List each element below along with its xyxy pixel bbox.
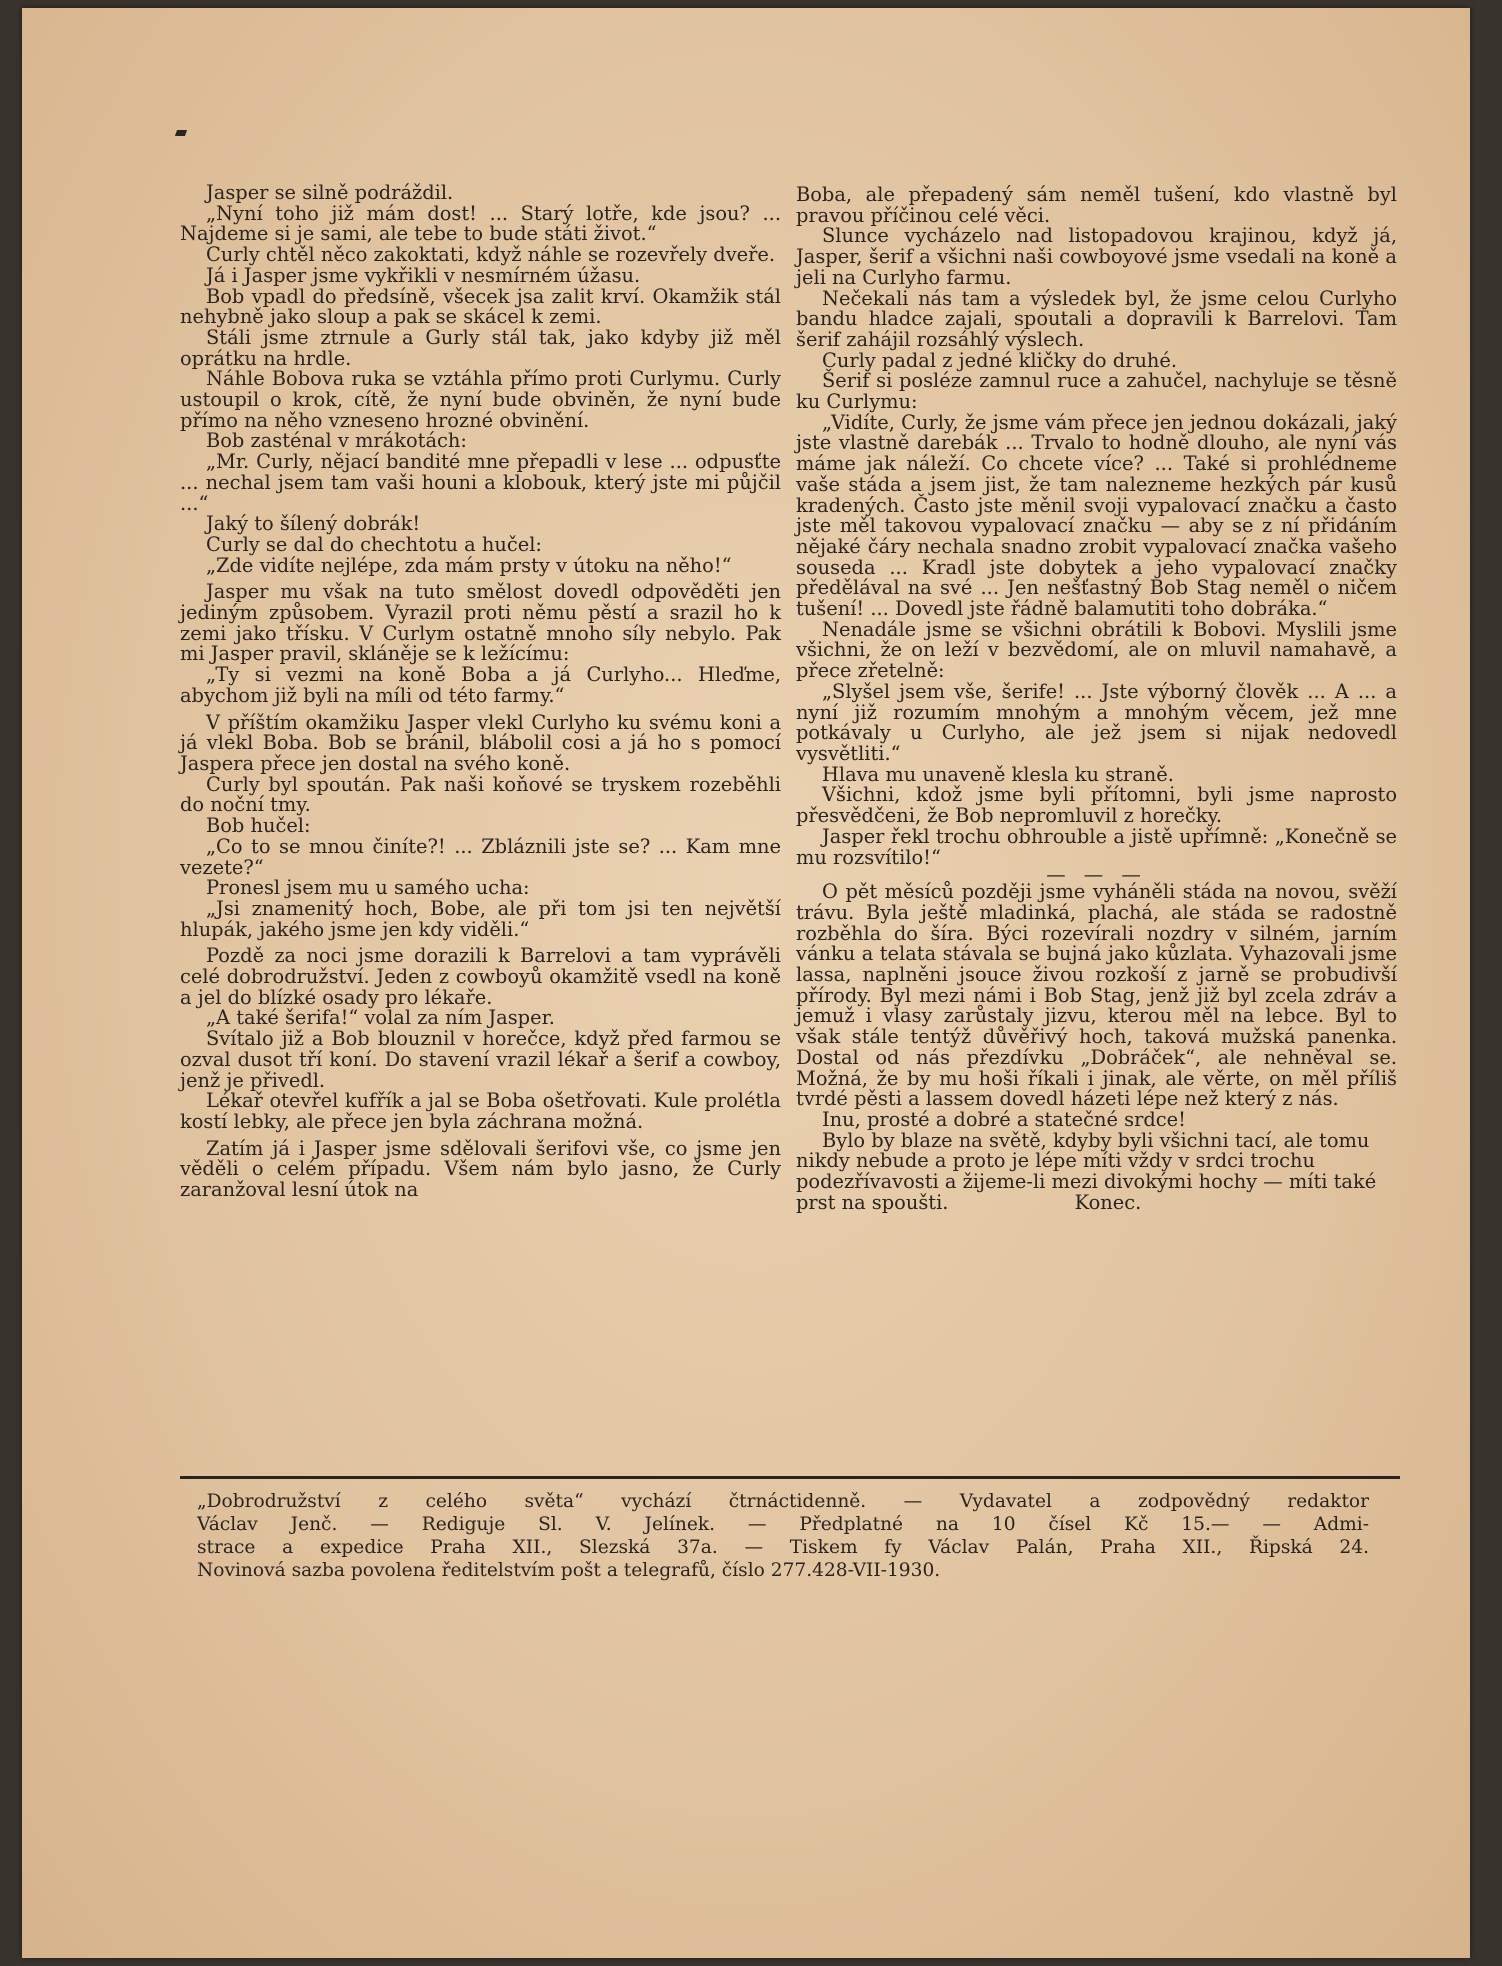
story-end-label: Konec.	[1074, 1190, 1142, 1214]
story-paragraph: „Vidíte, Curly, že jsme vám přece jen jednou dokázali, jaký jste vlastně darebák ... Trvalo to hodně dlouho, ale nyní vás máme jak náleží. Co chcete více? ... Také si prohlédneme vaše stáda a jsem jist, že tam nalezneme hezkých pár kusů kradených. Často jste měnil svoji vypalovací značku a často jste měl takovou vypalovací značku — aby se z ní přidáním nějaké čáry nechala snadno zrobit vypalovací značka vašeho souseda ... Kradl jste dobytek a jeho vypalovací značky předělával na své ... Jen nešťastný Bob Stag neměl o ničem tušení! ... Dovedl jste řádně balamutiti toho dobráka.“	[796, 410, 1397, 621]
story-paragraph: Bob vpadl do předsíně, všecek jsa zalit krví. Okamžik stál nehybně jako sloup a pak se skácel k zemi.	[180, 284, 781, 329]
story-paragraph: „Co to se mnou činíte?! ... Zbláznili jste se? ... Kam mne vezete?“	[180, 834, 781, 879]
story-paragraph: Všichni, kdož jsme byli přítomni, byli jsme naprosto přesvědčeni, že Bob nepromluvil z horečky.	[796, 783, 1397, 828]
magazine-page	[22, 8, 1470, 1958]
story-paragraph: Pronesl jsem mu u samého ucha:	[206, 876, 530, 900]
story-paragraph: V příštím okamžiku Jasper vlekl Curlyho ku svému koni a já vlekl Boba. Bob se bránil, blábolil cosi a já ho s pomocí Jaspera přece jen dostal na svého koně.	[180, 710, 781, 775]
story-paragraph: Curly se dal do chechtotu a hučel:	[206, 532, 542, 556]
footer-rule	[180, 1476, 1400, 1479]
story-paragraph: Zatím já i Jasper jsme sdělovali šerifovi vše, co jsme jen věděli o celém případu. Všem nám bylo jasno, že Curly zaranžoval lesní útok na	[180, 1136, 781, 1202]
story-paragraph: Jasper mu však na tuto smělost dovedl odpověděti jen jediným způsobem. Vyrazil proti němu pěstí a srazil ho k zemi jako třísku. V Curlym ostatně mnoho síly nebylo. Pak mi Jasper pravil, skláněje se k ležícímu:	[180, 580, 781, 666]
story-paragraph: Jasper řekl trochu obhrouble a jistě upřímně: „Konečně se mu rozsvítilo!“	[796, 824, 1397, 869]
story-paragraph: Bob hučel:	[206, 814, 311, 838]
publisher-footer	[197, 1490, 1369, 1582]
story-paragraph: Bylo by blaze na světě, kdyby byli všichni tací, ale tomu nikdy nebude a proto je lépe míti vždy v srdci trochu podezřívavosti a žijeme-li mezi divokými hochy — míti také prst na spoušti. Konec.	[796, 1128, 1377, 1214]
story-paragraph: Jasper se silně podráždil.	[206, 181, 454, 204]
story-paragraph: Curly padal z jedné kličky do druhé.	[822, 348, 1178, 372]
story-paragraph: „A také šerifa!“ volal za ním Jasper.	[206, 1006, 555, 1030]
footer-line: strace a expedice Praha XII., Slezská 37a. — Tiskem fy Václav Palán, Praha XII., Řipská 24.	[197, 1537, 1369, 1558]
story-paragraph: „Slyšel jsem vše, šerife! ... Jste výborný člověk ... A ... a nyní již rozumím mnohým a mnohým věcem, jež mne potkávaly u Curlyho, ale jež jsem si nijak nedovedl vysvětliti.“	[796, 679, 1397, 765]
story-paragraph: Boba, ale přepadený sám neměl tušení, kdo vlastně byl pravou příčinou celé věci.	[796, 183, 1397, 227]
story-paragraph: „Jsi znamenitý hoch, Bobe, ale při tom jsi ten největší hlupák, jakého jsme jen kdy viděli.“	[180, 896, 781, 941]
story-paragraph: „Ty si vezmi na koně Boba a já Curlyho... Hleďme, abychom již byli na míli od této farmy.“	[180, 663, 781, 707]
right-column	[796, 185, 1397, 1213]
story-paragraph: Pozdě za noci jsme dorazili k Barrelovi a tam vyprávěli celé dobrodružství. Jeden z cowboyů okamžitě vsedl na koně a jel do blízké osady pro lékaře.	[180, 944, 781, 1009]
story-paragraph: Slunce vycházelo nad listopadovou krajinou, když já, Jasper, šerif a všichni naši cowboyové jsme vsedali na koně a jeli na Curlyho farmu.	[796, 224, 1397, 289]
story-paragraph: „Nyní toho již mám dost! ... Starý lotře, kde jsou? ... Najdeme si je sami, ale tebe to bude státi život.“	[180, 201, 781, 246]
footer-line: Novinová sazba povolena ředitelstvím pošt a telegrafů, číslo 277.428-VII-1930.	[197, 1560, 941, 1581]
story-paragraph: Nenadále jsme se všichni obrátili k Bobovi. Myslili jsme všichni, že on leží v bezvědomí, ale on mluvil namahavě, a přece zřetelně:	[796, 617, 1397, 683]
story-paragraph: Já i Jasper jsme vykřikli v nesmírném úžasu.	[206, 263, 641, 287]
story-paragraph: Curly chtěl něco zakoktati, když náhle se rozevřely dveře.	[206, 243, 776, 267]
story-paragraph: O pět měsíců později jsme vyháněli stáda na novou, svěží trávu. Byla ještě mladinká, plachá, ale stáda se radostně rozběhla do šíra. Býci rozevírali nozdry v silném, jarním vánku a telata stávala se bujná jako kůzlata. Vyhazovali jsme lassa, naplněni jsouce živou rozkoší z jarně se probudivší přírody. Byl mezi námi i Bob Stag, jenž již byl zcela zdráv a jemuž i vlasy zarůstaly jizvu, kterou měl na lebce. Byl to však stále tentýž důvěřivý hoch, taková mužská panenka. Dostal od nás přezdívku „Dobráček“, ale nehněval se. Možná, že by mu hoši říkali i jinak, ale věrte, on měl příliš tvrdé pěsti a lassem dovedl házeti lépe než který z nás.	[796, 880, 1397, 1111]
print-mark	[175, 130, 187, 136]
story-paragraph: Jaký to šílený dobrák!	[206, 512, 421, 536]
story-paragraph: Bob zasténal v mrákotách:	[206, 429, 467, 453]
story-paragraph: Lékař otevřel kufřík a jal se Boba ošetřovati. Kule prolétla kostí lebky, ale přece jen byla záchrana možná.	[180, 1089, 781, 1133]
left-column	[180, 183, 781, 1201]
story-paragraph: Inu, prosté a dobré a statečné srdce!	[822, 1107, 1186, 1131]
footer-line: Václav Jenč. — Rediguje Sl. V. Jelínek. — Předplatné na 10 čísel Kč 15.— — Admi-	[197, 1514, 1369, 1535]
story-paragraph: „Zde vidíte nejlépe, zda mám prsty v útoku na něho!“	[206, 553, 732, 577]
story-paragraph: „Mr. Curly, nějací bandité mne přepadli v lese ... odpusťte ... nechal jsem tam vaši houni a klobouk, který jste mi půjčil ...“	[180, 450, 781, 515]
story-paragraph: Stáli jsme ztrnule a Gurly stál tak, jako kdyby již měl oprátku na hrdle.	[180, 325, 781, 370]
footer-line: „Dobrodružství z celého světa“ vychází čtrnáctidenně. — Vydavatel a zodpovědný redaktor	[197, 1491, 1369, 1512]
story-paragraph: Svítalo již a Bob blouznil v horečce, když před farmou se ozval dusot tří koní. Do stavení vrazil lékař a šerif a cowboy, jenž je přivedl.	[180, 1027, 781, 1092]
story-paragraph: Náhle Bobova ruka se vztáhla přímo proti Curlymu. Curly ustoupil o krok, cítě, že nyní bude obviněn, že nyní bude přímo na něho vzneseno hrozné obvinění.	[180, 367, 781, 432]
right-column-part-1	[796, 185, 1397, 868]
story-paragraph: Nečekali nás tam a výsledek byl, že jsme celou Curlyho bandu hladce zajali, spoutali a dopravili k Barrelovi. Tam šerif zahájil rozsáhlý výslech.	[796, 286, 1397, 351]
story-paragraph: Šerif si posléze zamnul ruce a zahučel, nachyluje se těsně ku Curlymu:	[796, 369, 1397, 414]
story-paragraph: Curly byl spoután. Pak naši koňové se tryskem rozeběhli do noční tmy.	[180, 772, 781, 817]
section-separator: — — —	[1046, 863, 1147, 887]
story-paragraph: Hlava mu unaveně klesla ku straně.	[822, 762, 1174, 786]
right-column-part-2	[796, 882, 1397, 1213]
